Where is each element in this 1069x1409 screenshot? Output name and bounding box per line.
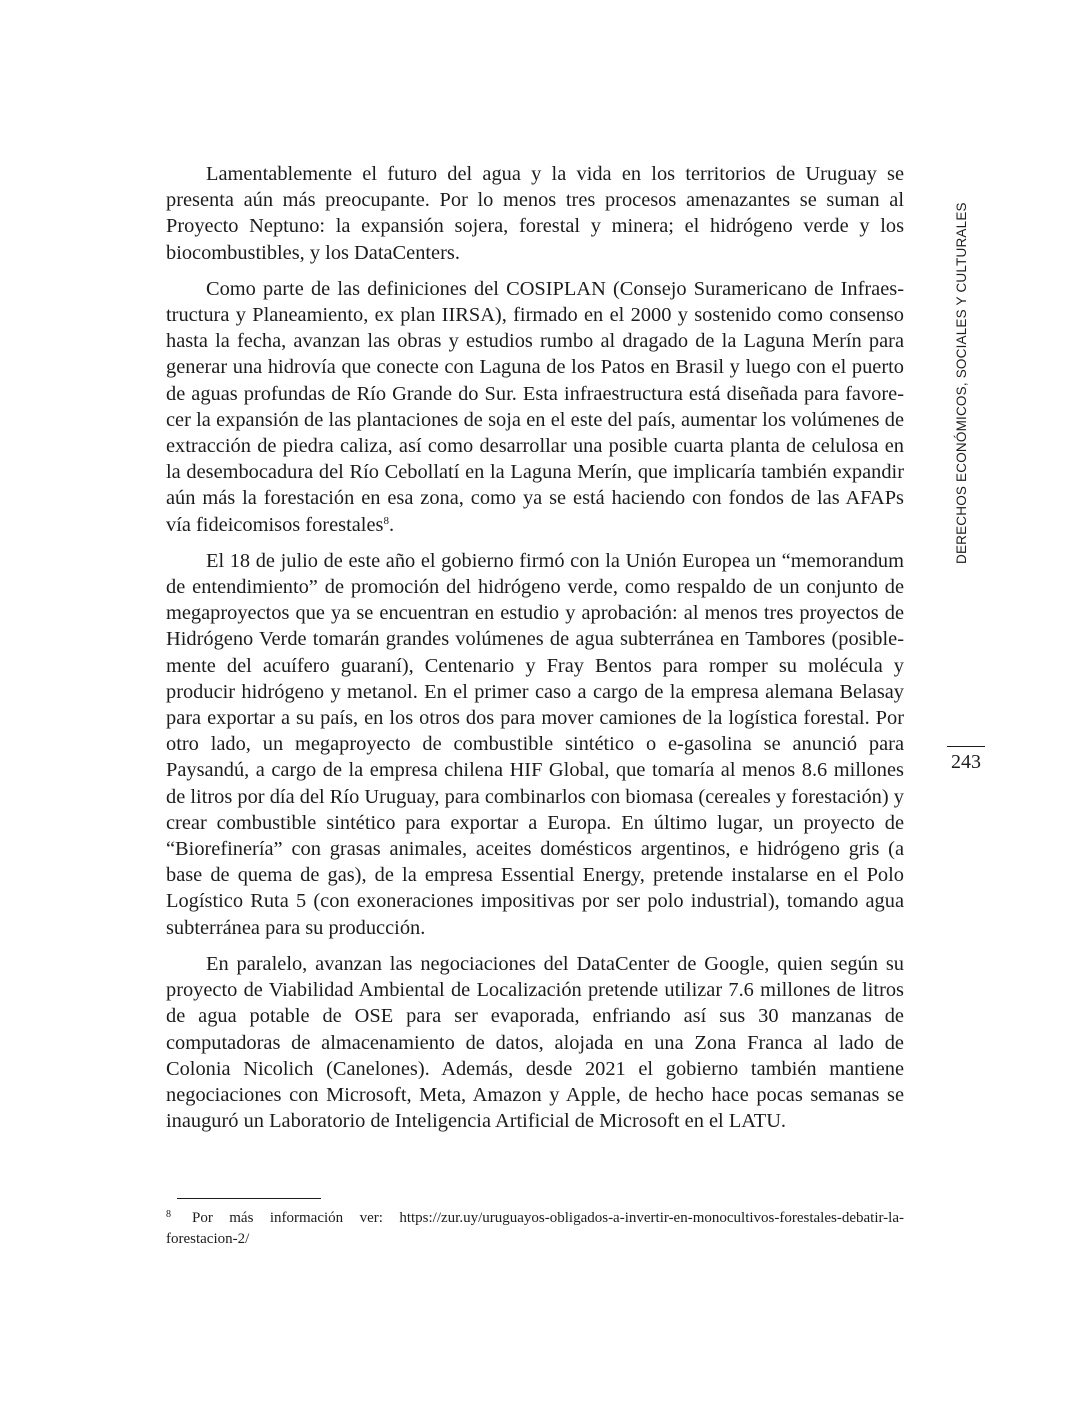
paragraph-3-text: El 18 de julio de este año el gobierno firmó con la Unión Europea un “memorandum de entendimiento” de promoción del hidrógeno verde, como respaldo de un conjunto de megaproyectos que ya se encuentran en estudio y aprobación: al menos tres proyectos de Hidrógeno Verde tomarán grandes volúmenes de agua subterránea en Tambores (posiblemente del acuífero guaraní), Centenario y Fray Bentos para romper su molécula y producir hidrógeno y metanol. En el primer caso a cargo de la empresa alemana Belasay para exportar a su país, en los otros dos para mover camiones de la logística forestal. Por otro lado, un megaproyecto de combustible sintético o e-gasolina se anunció para Paysandú, a cargo de la empresa chilena HIF Global, que tomaría al menos 8.6 millones de litros por día del Río Uruguay, para combinarlos con biomasa (cereales y forestación) y crear combustible sintético para exportar a Europa. En último lugar, un proyecto de “Biorefinería” con grasas animales, aceites domésticos argentinos, e hidrógeno gris (a base de quema de gas), de la empresa Essential Energy, pretende instalarse en el Polo Logístico Ruta 5 (con exoneraciones impositivas por ser polo industrial), tomando agua subterránea para su producción. xyxy=(166,549,904,939)
footnote: 8 Por más información ver: https://zur.uy/uruguayos-obligados-a-invertir-en-monocultivos-forestales-debatir-la-forestacion-2/ xyxy=(166,1209,904,1247)
paragraph-2-end: . xyxy=(388,513,395,536)
page-number: 243 xyxy=(947,746,985,777)
paragraph-2-text: Como parte de las definiciones del COSIPLAN (Consejo Suramericano de Infraestructura y Planeamiento, ex plan IIRSA), firmado en el 2000 y sostenido como consenso hasta la fecha, avanzan las obras y estudios rumbo al dragado de la Laguna Merín para generar una hidrovía que conecte con Laguna de los Patos en Brasil y luego con el puerto de aguas profundas de Río Grande do Sur. Esta infraestructura está diseñada para favorecer la expansión de las plantaciones de soja en el este del país, aumentar los volúmenes de extracción de piedra caliza, así como desarrollar una posible cuarta planta de celulosa en la desembocadura del Río Cebollatí en la Laguna Merín, que implicaría también expandir aún más la forestación en esa zona, como ya se está haciendo con fondos de las AFAPs vía fideicomisos forestales xyxy=(166,277,904,536)
paragraph-4-text: En paralelo, avanzan las negociaciones del DataCenter de Google, quien según su proyecto de Viabilidad Ambiental de Localización pretende utilizar 7.6 millones de litros de agua potable de OSE para ser evaporada, enfriando así sus 30 manzanas de computadoras de almacenamiento de datos, alojada en una Zona Franca al lado de Colonia Nicolich (Canelones). Además, desde 2021 el gobierno también mantiene negociaciones con Microsoft, Meta, Amazon y Apple, de hecho hace pocas semanas se inauguró un Laboratorio de Inteligencia Artificial de Microsoft en el LATU. xyxy=(166,952,904,1133)
paragraph-4 xyxy=(166,951,904,1134)
paragraph-1 xyxy=(166,161,904,266)
paragraph-1-text: Lamentablemente el futuro del agua y la vida en los territorios de Uruguay se presenta aún más preocupante. Por lo menos tres procesos amenazantes se suman al Proyecto Neptuno: la expansión sojera, forestal y minera; el hidrógeno verde y los biocombustibles, y los DataCenters. xyxy=(166,163,904,264)
footnote-divider xyxy=(177,1198,321,1199)
footnote-reference[interactable]: 8 xyxy=(383,514,389,527)
paragraph-3 xyxy=(166,548,904,941)
body-text xyxy=(166,161,904,1144)
running-header: DERECHOS ECONÓMICOS, SOCIALES Y CULTURALES xyxy=(954,202,969,564)
paragraph-2 xyxy=(166,276,904,538)
footnote-text[interactable]: Por más información ver: https://zur.uy/uruguayos-obligados-a-invertir-en-monocultivos-forestales-debatir-la-forestacion-2/ xyxy=(166,1210,904,1247)
